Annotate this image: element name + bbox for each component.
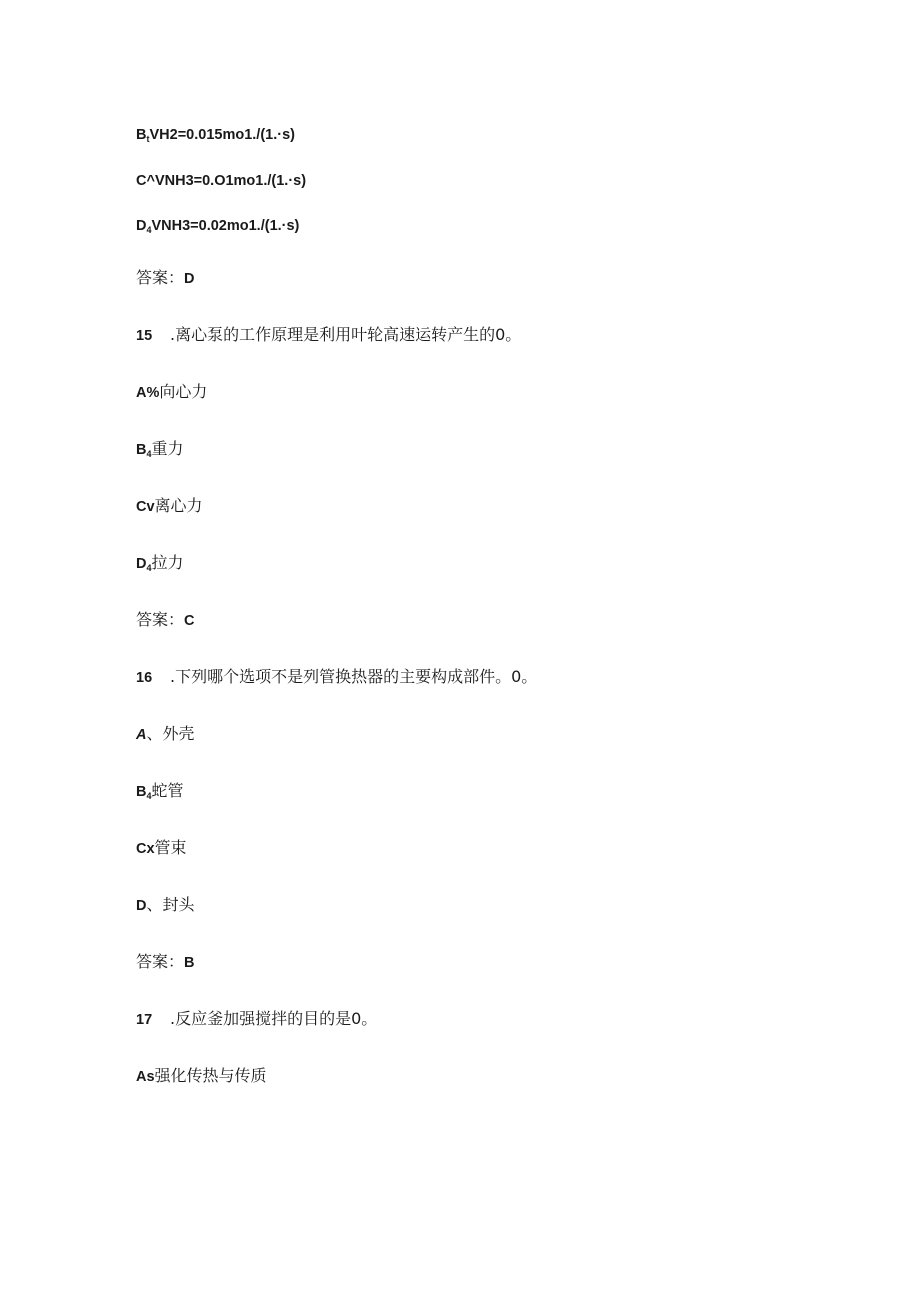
answer-label: 答案：	[136, 268, 185, 287]
option-subscript: 4	[146, 563, 152, 573]
option-text: 封头	[162, 895, 195, 914]
option-prefix: B	[136, 442, 147, 458]
option-d	[136, 895, 195, 916]
option-a	[136, 724, 195, 745]
option-b	[136, 124, 295, 149]
answer-value: B	[184, 955, 195, 971]
option-c	[136, 838, 187, 859]
option-separator: 、	[146, 895, 163, 914]
option-b	[136, 781, 184, 806]
answer-line	[136, 610, 195, 631]
option-text: 重力	[151, 439, 184, 458]
option-prefix: A	[136, 727, 147, 743]
option-subscript: 4	[146, 791, 152, 801]
answer-label: 答案：	[136, 610, 185, 629]
option-d	[136, 215, 299, 240]
option-prefix: Cx	[136, 841, 155, 857]
option-subscript: 4	[146, 225, 152, 235]
option-prefix: Cv	[136, 499, 155, 515]
answer-label: 答案：	[136, 952, 185, 971]
question-15	[136, 325, 521, 346]
question-number: 17	[136, 1012, 153, 1028]
option-text: 离心力	[154, 496, 203, 515]
option-text: 向心力	[159, 382, 208, 401]
option-text: VNH3=0.O1mo1./(1.·s)	[154, 173, 307, 189]
option-d	[136, 553, 184, 578]
option-prefix: D	[136, 898, 147, 914]
answer-value: C	[184, 613, 195, 629]
option-prefix: A%	[136, 385, 160, 401]
option-text: 拉力	[151, 553, 184, 572]
question-16	[136, 667, 537, 688]
option-subscript: 4	[146, 449, 152, 459]
option-text: 蛇管	[151, 781, 184, 800]
option-prefix: D	[136, 556, 147, 572]
option-prefix: C^	[136, 173, 155, 189]
option-b	[136, 439, 184, 464]
question-number: 15	[136, 328, 153, 344]
option-text: VH2=0.015mo1./(1.·s)	[149, 127, 295, 143]
option-text: 强化传热与传质	[154, 1066, 267, 1085]
option-prefix: As	[136, 1069, 155, 1085]
option-a	[136, 382, 207, 403]
option-separator: 、	[146, 724, 163, 743]
question-17	[136, 1009, 377, 1030]
option-prefix: D	[136, 218, 147, 234]
option-c	[136, 170, 306, 191]
answer-line	[136, 268, 195, 289]
option-text: 外壳	[162, 724, 195, 743]
question-text: .离心泵的工作原理是利用叶轮高速运转产生的0。	[170, 325, 522, 344]
answer-value: D	[184, 271, 195, 287]
question-number: 16	[136, 670, 153, 686]
question-text: .下列哪个选项不是列管换热器的主要构成部件。0。	[170, 667, 538, 686]
option-text: VNH3=0.02mo1./(1.·s)	[151, 218, 300, 234]
option-subscript: t	[146, 134, 150, 144]
question-text: .反应釜加强搅拌的目的是0。	[170, 1009, 378, 1028]
option-text: 管束	[154, 838, 187, 857]
option-prefix: B	[136, 784, 147, 800]
option-c	[136, 496, 203, 517]
answer-line	[136, 952, 195, 973]
option-prefix: B	[136, 127, 147, 143]
option-a	[136, 1066, 267, 1087]
